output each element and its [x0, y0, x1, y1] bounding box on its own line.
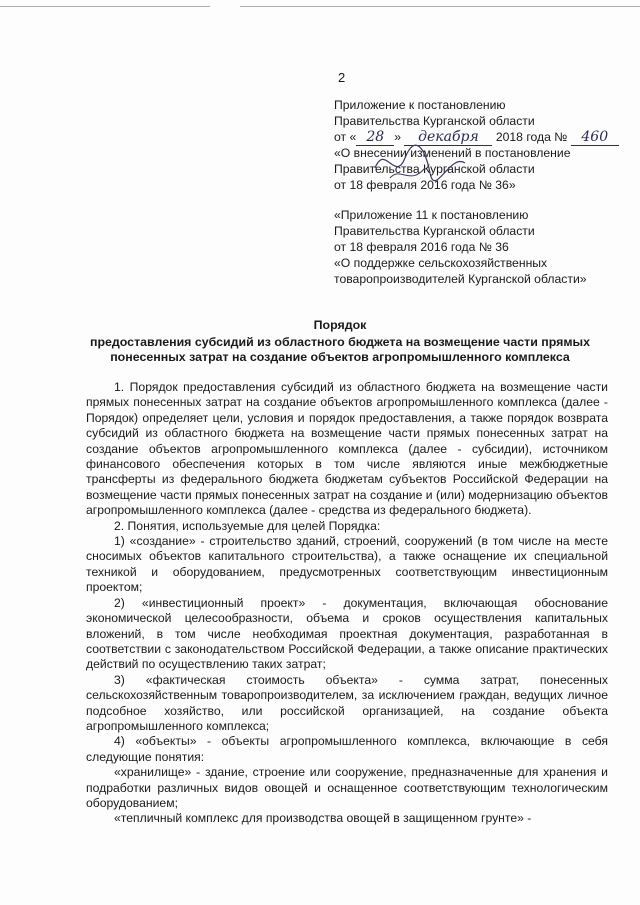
appendix-line: Правительства Курганской области [334, 162, 535, 176]
paragraph: 2. Понятия, используемые для целей Порядка: [114, 518, 381, 533]
appendix-line: от 18 февраля 2016 года № 36» [334, 178, 516, 192]
appendix11-line: Правительства Курганской области [334, 224, 535, 238]
scan-artifact-line [240, 6, 640, 7]
scan-artifact-line [0, 6, 210, 7]
document-subtitle: предоставления субсидий из областного бюджета на возмещение части прямых [89, 335, 591, 349]
paragraph: «тепличный комплекс для производства овощей в защищенном грунте» - [114, 811, 532, 826]
handwritten-number: 460 [571, 129, 619, 146]
paragraph: 1) «создание» - строительство зданий, строений, сооружений (в том числе на месте сносимых объектов капитального строительства), а также оснащение их специальной техникой и оборудованием, предусмотренных соответствующим инвестиционным проектом; [86, 534, 608, 595]
date-prefix: от « [334, 130, 357, 144]
appendix11-line: товаропроизводителей Курганской области» [334, 272, 587, 286]
paragraph: 4) «объекты» - объекты агропромышленного комплекса, включающие в себя следующие понятия: [86, 734, 608, 764]
handwritten-day: 28 [356, 129, 394, 146]
paragraph: 1. Порядок предоставления субсидий из областного бюджета на возмещение части прямых понесенных затрат на создание объектов агропромышленного комплекса (далее - Порядок) определяет цели, условия и порядок предоставления, а также порядок возврата субсидий из областного бюджета на возмещение части прямых понесенных затрат на создание объектов агропромышленного комплекса (далее - субсидии), источником финансового обеспечения которых в том числе являются иные межбюджетные трансферты из федерального бюджета бюджетам субъектов Российской Федерации на возмещение части прямых понесенных затрат на создание и (или) модернизацию объектов агропромышленного комплекса (далее - средства из федерального бюджета). [86, 380, 608, 518]
appendix11-line: «Приложение 11 к постановлению [334, 208, 529, 222]
appendix-line: Правительства Курганской области [334, 114, 535, 128]
handwritten-month: декабря [404, 129, 492, 146]
paragraph: 3) «фактическая стоимость объекта» - сумма затрат, понесенных сельскохозяйственным товаропроизводителем, за исключением граждан, ведущих личное подсобное хозяйство, или российской организацией, на создание объекта агропромышленного комплекса; [86, 672, 608, 733]
document-subtitle: понесенных затрат на создание объектов агропромышленного комплекса [110, 350, 570, 364]
appendix11-line: «О поддержке сельскохозяйственных [334, 256, 548, 270]
date-mid: » [394, 130, 402, 144]
date-year: 2018 года № [495, 130, 568, 144]
signature-scribble-icon [370, 138, 470, 188]
page-number: 2 [338, 70, 346, 85]
document-body [86, 380, 608, 827]
paragraph: 2) «инвестиционный проект» - документация, включающая обоснование экономической целесообразности, объема и сроков осуществления капитальных вложений, в том числе необходимая проектная документация, разработанная в соответствии с законодательством Российской Федерации, а также описание практических действий по осуществлению таких затрат; [86, 595, 608, 672]
appendix-line: «О внесении изменений в постановление [334, 146, 571, 160]
document-title: Порядок [313, 318, 367, 332]
appendix11-block [334, 207, 587, 287]
appendix-line: Приложение к постановлению [334, 98, 506, 112]
paragraph: «хранилище» - здание, строение или сооружение, предназначенные для хранения и подработки различных видов овощей и оснащенное соответствующим технологическим оборудованием; [86, 765, 608, 810]
appendix11-line: от 18 февраля 2016 года № 36 [334, 240, 509, 254]
